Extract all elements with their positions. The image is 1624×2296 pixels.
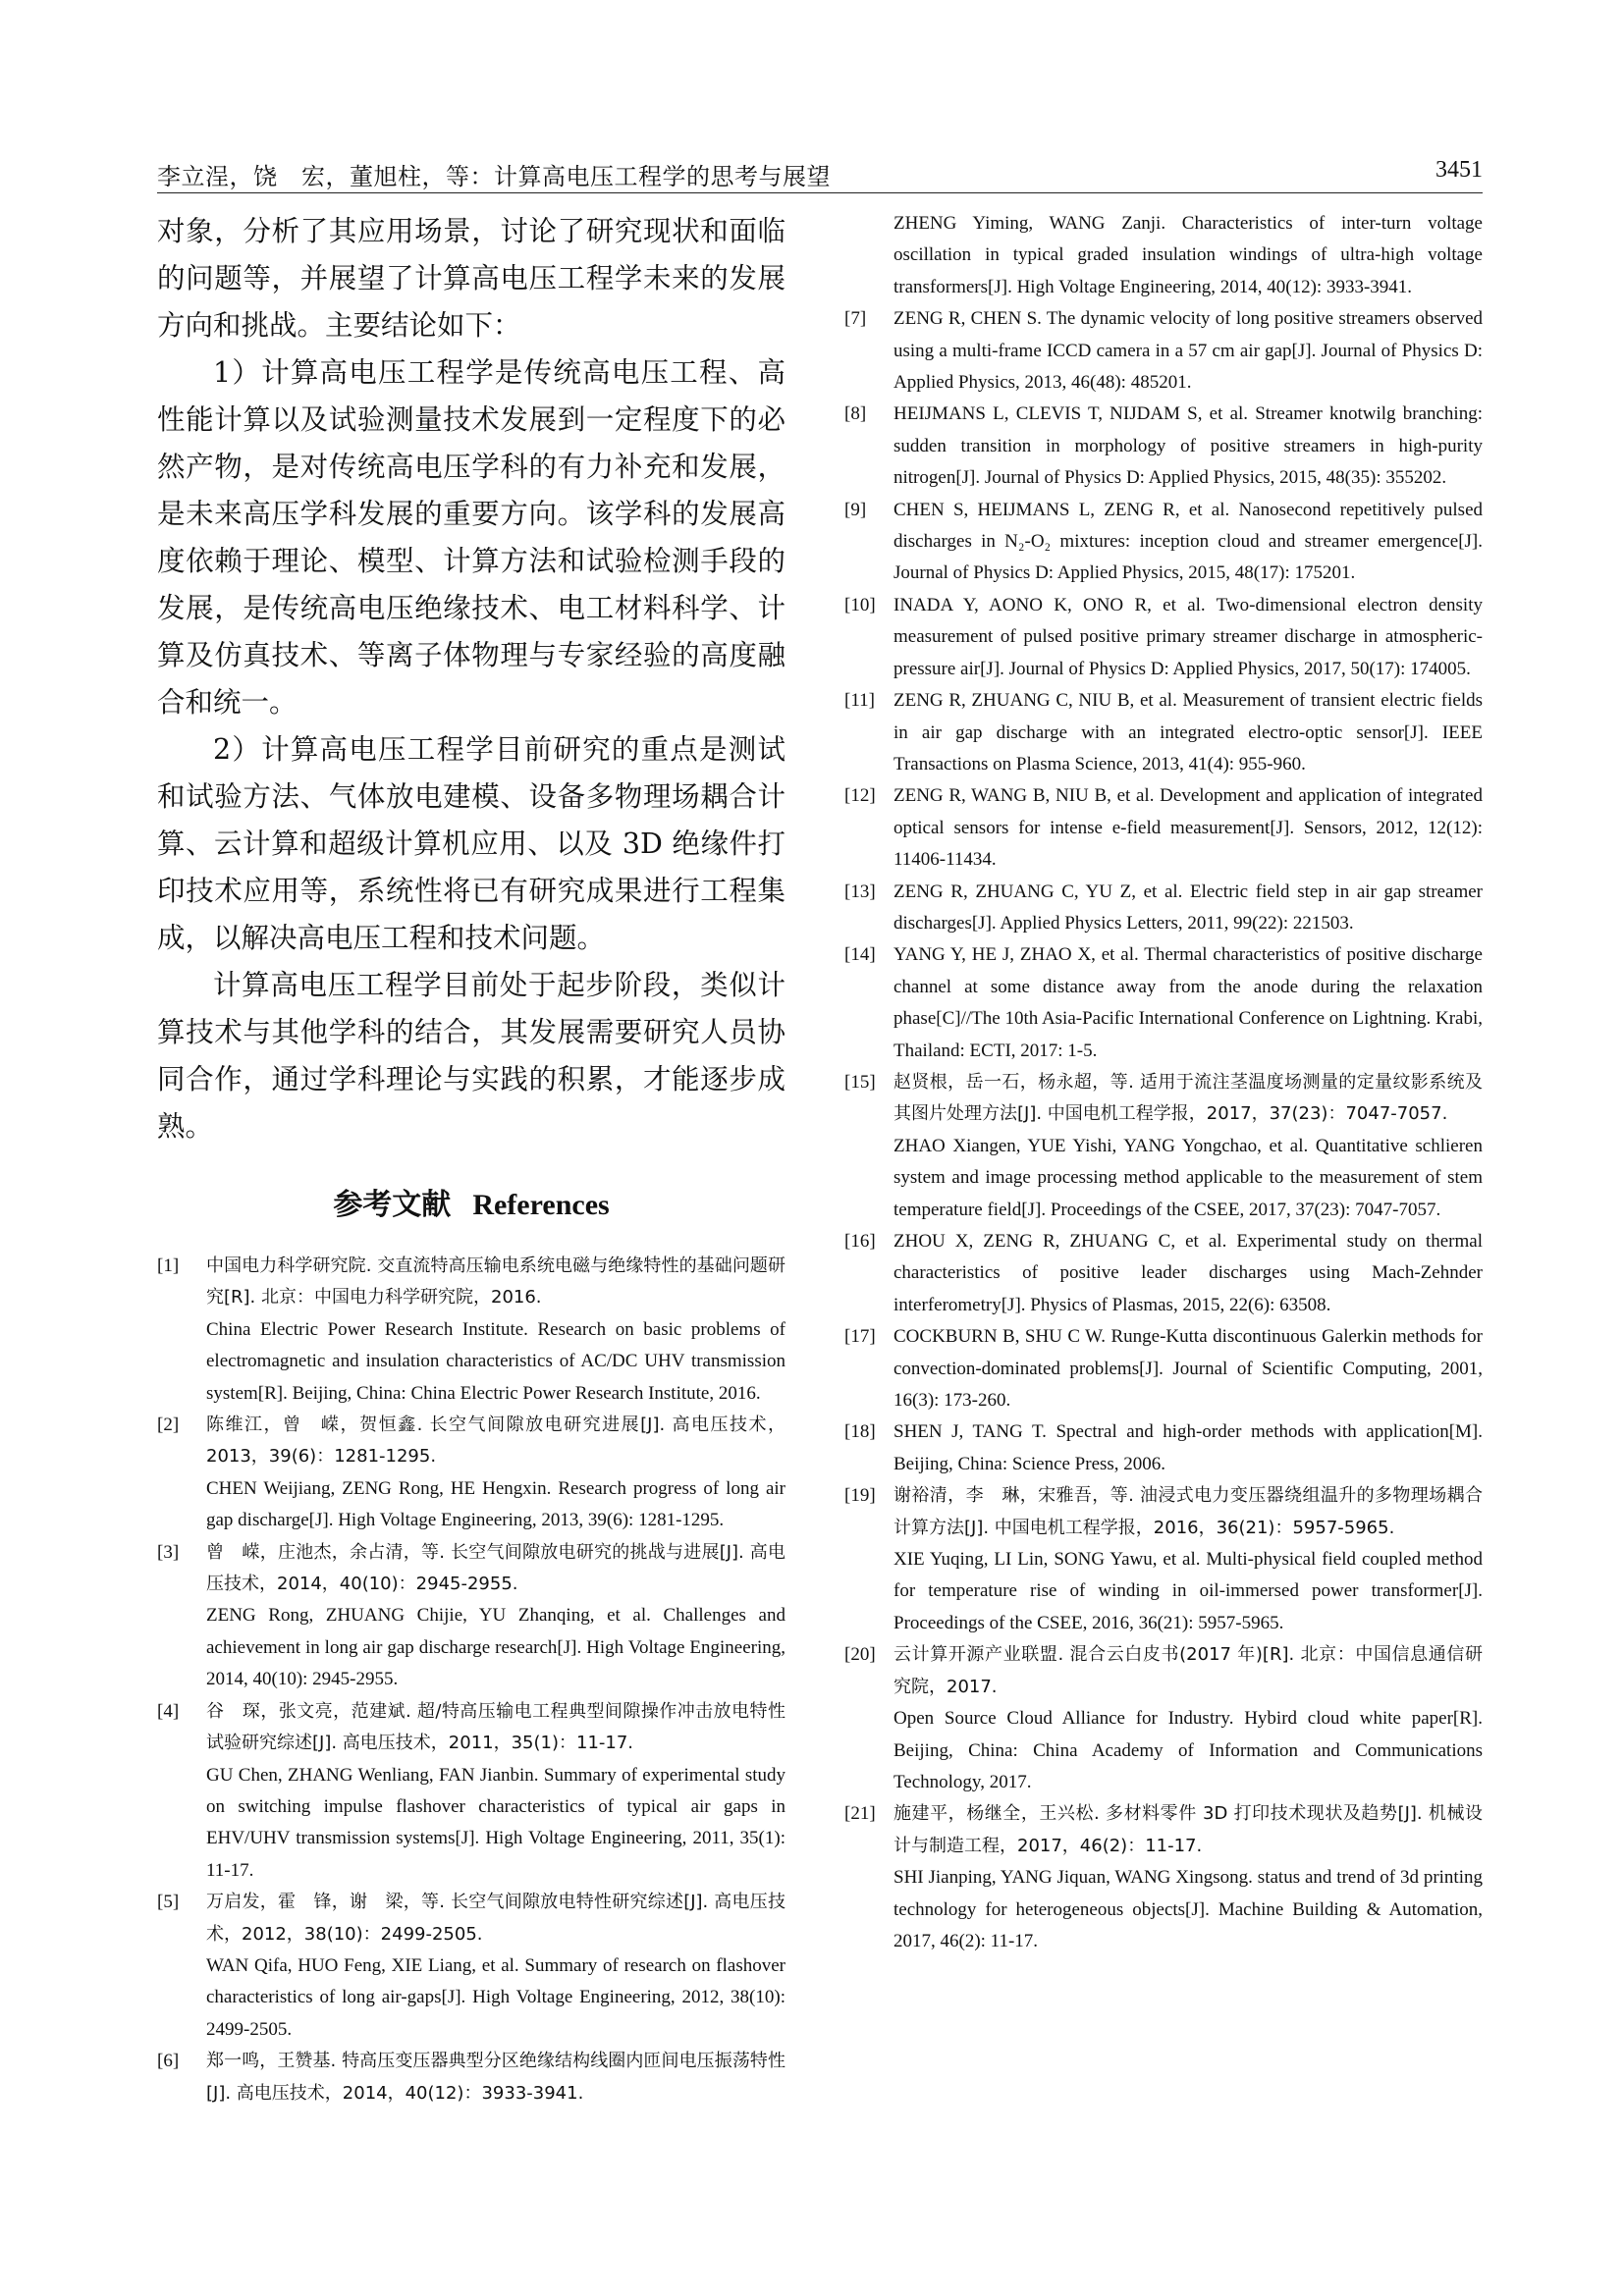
- reference-number: [8]: [844, 403, 867, 425]
- reference-number: [4]: [157, 1700, 180, 1722]
- reference-item: [844, 399, 1483, 494]
- reference-number: [20]: [844, 1644, 876, 1666]
- reference-number: [9]: [844, 499, 867, 520]
- reference-item: [157, 1537, 785, 1696]
- reference-number: [10]: [844, 594, 876, 615]
- reference-item: [844, 1416, 1483, 1480]
- reference-text-zh: 郑一鸣，王赞基. 特高压变压器典型分区绝缘结构线圈内匝间电压振荡特性[J]. 高电压技术，2014，40(12)：3933-3941.: [206, 2051, 785, 2104]
- reference-text-en: XIE Yuqing, LI Lin, SONG Yawu, et al. Multi-physical field coupled method for temperature rise of winding in oil-immersed power transformer[J]. Proceedings of the CSEE, 2016, 36(21): 5957-5965.: [893, 1549, 1483, 1633]
- reference-number: [14]: [844, 944, 876, 966]
- body-paragraph: 2）计算高电压工程学目前研究的重点是测试和试验方法、气体放电建模、设备多物理场耦合计算、云计算和超级计算机应用、以及 3D 绝缘件打印技术应用等，系统性将已有研究成果进行工程集成，以解决高电压工程和技术问题。: [157, 733, 785, 954]
- reference-item: [844, 303, 1483, 399]
- reference-number: [13]: [844, 881, 876, 902]
- reference-item: [844, 939, 1483, 1067]
- reference-item: [844, 685, 1483, 780]
- reference-item: [157, 1887, 785, 2046]
- reference-item: [844, 1226, 1483, 1321]
- reference-continuation: ZHENG Yiming, WANG Zanji. Characteristics of inter-turn voltage oscillation in typical graded insulation windings of ultra-high voltage transformers[J]. High Voltage Engineering, 2014, 40(12): 3933-3941.: [893, 213, 1483, 297]
- reference-text-zh: 曾 嵘，庄池杰，余占清，等. 长空气间隙放电研究的挑战与进展[J]. 高电压技术，2014，40(10)：2945-2955.: [206, 1541, 785, 1595]
- reference-text-zh: 万启发，霍 锋，谢 梁，等. 长空气间隙放电特性研究综述[J]. 高电压技术，2012，38(10)：2499-2505.: [206, 1892, 785, 1945]
- reference-number: [12]: [844, 785, 876, 807]
- reference-text-en: ZENG R, WANG B, NIU B, et al. Development and application of integrated optical sensors for intense e-field measurement[J]. Sensors, 2012, 12(12): 11406-11434.: [893, 785, 1483, 871]
- references-heading-zh: 参考文献: [333, 1188, 452, 1222]
- reference-text-en: ZENG R, CHEN S. The dynamic velocity of long positive streamers observed using a multi-frame ICCD camera in a 57 cm air gap[J]. Journal of Physics D: Applied Physics, 2013, 46(48): 485201.: [893, 308, 1483, 394]
- reference-item: [157, 1251, 785, 1410]
- reference-text-zh: 中国电力科学研究院. 交直流特高压输电系统电磁与绝缘特性的基础问题研究[R]. 北京：中国电力科学研究院，2016.: [206, 1255, 785, 1308]
- reference-text-en: CHEN Weijiang, ZENG Rong, HE Hengxin. Research progress of long air gap discharge[J]. High Voltage Engineering, 2013, 39(6): 1281-1295.: [206, 1477, 785, 1531]
- reference-text-en: YANG Y, HE J, ZHAO X, et al. Thermal characteristics of positive discharge channel at some distance away from the anode during the relaxation phase[C]//The 10th Asia-Pacific International Conference on Lightning. Krabi, Thailand: ECTI, 2017: 1-5.: [893, 944, 1483, 1061]
- reference-text-zh: 谢裕清，李 琳，宋雅吾，等. 油浸式电力变压器绕组温升的多物理场耦合计算方法[J]. 中国电机工程学报，2016，36(21)：5957-5965.: [893, 1485, 1483, 1538]
- reference-text-zh: 谷 琛，张文亮，范建斌. 超/特高压输电工程典型间隙操作冲击放电特性试验研究综述[J]. 高电压技术，2011，35(1)：11-17.: [206, 1700, 785, 1754]
- reference-item: [157, 1696, 785, 1887]
- reference-text-en: ZENG R, ZHUANG C, NIU B, et al. Measurement of transient electric fields in air gap discharge with an integrated electro-optic sensor[J]. IEEE Transactions on Plasma Science, 2013, 41(4): 955-960.: [893, 690, 1483, 774]
- reference-text-en: INADA Y, AONO K, ONO R, et al. Two-dimensional electron density measurement of pulsed positive primary streamer discharge in atmospheric-pressure air[J]. Journal of Physics D: Applied Physics, 2017, 50(17): 174005.: [893, 594, 1483, 679]
- reference-item: [157, 1410, 785, 1537]
- left-column: [157, 208, 785, 2109]
- reference-text-en: COCKBURN B, SHU C W. Runge-Kutta discontinuous Galerkin methods for convection-dominated problems[J]. Journal of Scientific Computing, 2001, 16(3): 173-260.: [893, 1326, 1483, 1412]
- page-number: 3451: [1435, 157, 1483, 183]
- reference-text-zh: 施建平，杨继全，王兴松. 多材料零件 3D 打印技术现状及趋势[J]. 机械设计与制造工程，2017，46(2)：11-17.: [893, 1803, 1483, 1856]
- reference-text-en: ZHOU X, ZENG R, ZHUANG C, et al. Experimental study on thermal characteristics of positive leader discharges using Mach-Zehnder interferometry[J]. Physics of Plasmas, 2015, 22(6): 63508.: [893, 1231, 1483, 1315]
- reference-item: [844, 495, 1483, 590]
- reference-item: [844, 877, 1483, 940]
- reference-number: [5]: [157, 1892, 180, 1913]
- right-column: [844, 208, 1483, 1957]
- reference-item: [844, 1321, 1483, 1416]
- body-paragraph: 计算高电压工程学目前处于起步阶段，类似计算技术与其他学科的结合，其发展需要研究人员协同合作，通过学科理论与实践的积累，才能逐步成熟。: [157, 969, 785, 1143]
- references-heading: [157, 1186, 785, 1225]
- reference-list-right: [844, 303, 1483, 1957]
- reference-text-zh: 赵贤根，岳一石，杨永超，等. 适用于流注茎温度场测量的定量纹影系统及其图片处理方法[J]. 中国电机工程学报，2017，37(23)：7047-7057.: [893, 1071, 1483, 1125]
- reference-number: [19]: [844, 1485, 876, 1507]
- reference-text-en: WAN Qifa, HUO Feng, XIE Liang, et al. Summary of research on flashover characteristics of long air-gaps[J]. High Voltage Engineering, 2012, 38(10): 2499-2505.: [206, 1954, 785, 2040]
- reference-text-en: ZENG R, ZHUANG C, YU Z, et al. Electric field step in air gap streamer discharges[J]. Applied Physics Letters, 2011, 99(22): 221503.: [893, 881, 1483, 934]
- reference-number: [2]: [157, 1415, 180, 1436]
- reference-number: [6]: [157, 2051, 180, 2072]
- body-paragraph: 1）计算高电压工程学是传统高电压工程、高性能计算以及试验测量技术发展到一定程度下的必然产物，是对传统高电压学科的有力补充和发展，是未来高压学科发展的重要方向。该学科的发展高度依赖于理论、模型、计算方法和试验检测手段的发展，是传统高电压绝缘技术、电工材料科学、计算及仿真技术、等离子体物理与专家经验的高度融合和统一。: [157, 356, 785, 719]
- reference-text-en: ZENG Rong, ZHUANG Chijie, YU Zhanqing, et al. Challenges and achievement in long air gap discharge research[J]. High Voltage Engineering, 2014, 40(10): 2945-2955.: [206, 1605, 785, 1690]
- running-header: [157, 153, 1483, 193]
- reference-item: [844, 1798, 1483, 1957]
- reference-text-zh: 陈维江，曾 嵘，贺恒鑫. 长空气间隙放电研究进展[J]. 高电压技术，2013，39(6)：1281-1295.: [206, 1415, 785, 1468]
- reference-number: [18]: [844, 1421, 876, 1443]
- reference-text-en: HEIJMANS L, CLEVIS T, NIJDAM S, et al. Streamer knotwilg branching: sudden transition in morphology of positive streamers in high-purity nitrogen[J]. Journal of Physics D: Applied Physics, 2015, 48(35): 355202.: [893, 403, 1483, 489]
- reference-text-en: China Electric Power Research Institute. Research on basic problems of electromagnetic and insulation characteristics of AC/DC UHV transmission system[R]. Beijing, China: China Electric Power Research Institute, 2016.: [206, 1318, 785, 1404]
- reference-text-en: Open Source Cloud Alliance for Industry. Hybird cloud white paper[R]. Beijing, China: China Academy of Information and Communications Technology, 2017.: [893, 1708, 1483, 1792]
- reference-text-en: ZHAO Xiangen, YUE Yishi, YANG Yongchao, et al. Quantitative schlieren system and image processing method applicable to the measurement of stem temperature field[J]. Proceedings of the CSEE, 2017, 37(23): 7047-7057.: [893, 1135, 1483, 1220]
- reference-item: [157, 2046, 785, 2109]
- reference-item: [844, 780, 1483, 876]
- reference-item: [844, 590, 1483, 685]
- reference-item: [844, 1480, 1483, 1639]
- reference-text-zh: 云计算开源产业联盟. 混合云白皮书(2017 年)[R]. 北京：中国信息通信研究院，2017.: [893, 1644, 1483, 1697]
- references-heading-en: References: [472, 1189, 610, 1221]
- reference-number: [7]: [844, 308, 867, 330]
- reference-text-en: SHI Jianping, YANG Jiquan, WANG Xingsong. status and trend of 3d printing technology for heterogeneous objects[J]. Machine Building & Automation, 2017, 46(2): 11-17.: [893, 1867, 1483, 1951]
- reference-number: [15]: [844, 1071, 876, 1093]
- header-authors-title: 李立浧，饶 宏，董旭柱，等：计算高电压工程学的思考与展望: [157, 163, 831, 190]
- reference-text-en: CHEN S, HEIJMANS L, ZENG R, et al. Nanosecond repetitively pulsed discharges in N₂-O₂ mixtures: inception cloud and streamer emergence[J]. Journal of Physics D: Applied Physics, 2015, 48(17): 175201.: [893, 499, 1483, 584]
- reference-text-en: SHEN J, TANG T. Spectral and high-order methods with application[M]. Beijing, China: Science Press, 2006.: [893, 1421, 1483, 1474]
- reference-item: [844, 1067, 1483, 1226]
- reference-number: [11]: [844, 690, 875, 712]
- reference-number: [1]: [157, 1255, 180, 1276]
- body-paragraph: 对象，分析了其应用场景，讨论了研究现状和面临的问题等，并展望了计算高电压工程学未来的发展方向和挑战。主要结论如下：: [157, 215, 785, 342]
- reference-item: [844, 1639, 1483, 1798]
- reference-number: [21]: [844, 1803, 876, 1825]
- reference-text-en: GU Chen, ZHANG Wenliang, FAN Jianbin. Summary of experimental study on switching impulse flashover characteristics of typical air gaps in EHV/UHV transmission systems[J]. High Voltage Engineering, 2011, 35(1): 11-17.: [206, 1764, 785, 1881]
- reference-number: [16]: [844, 1231, 876, 1252]
- reference-number: [17]: [844, 1326, 876, 1348]
- reference-list-left: [157, 1251, 785, 2109]
- reference-number: [3]: [157, 1541, 180, 1563]
